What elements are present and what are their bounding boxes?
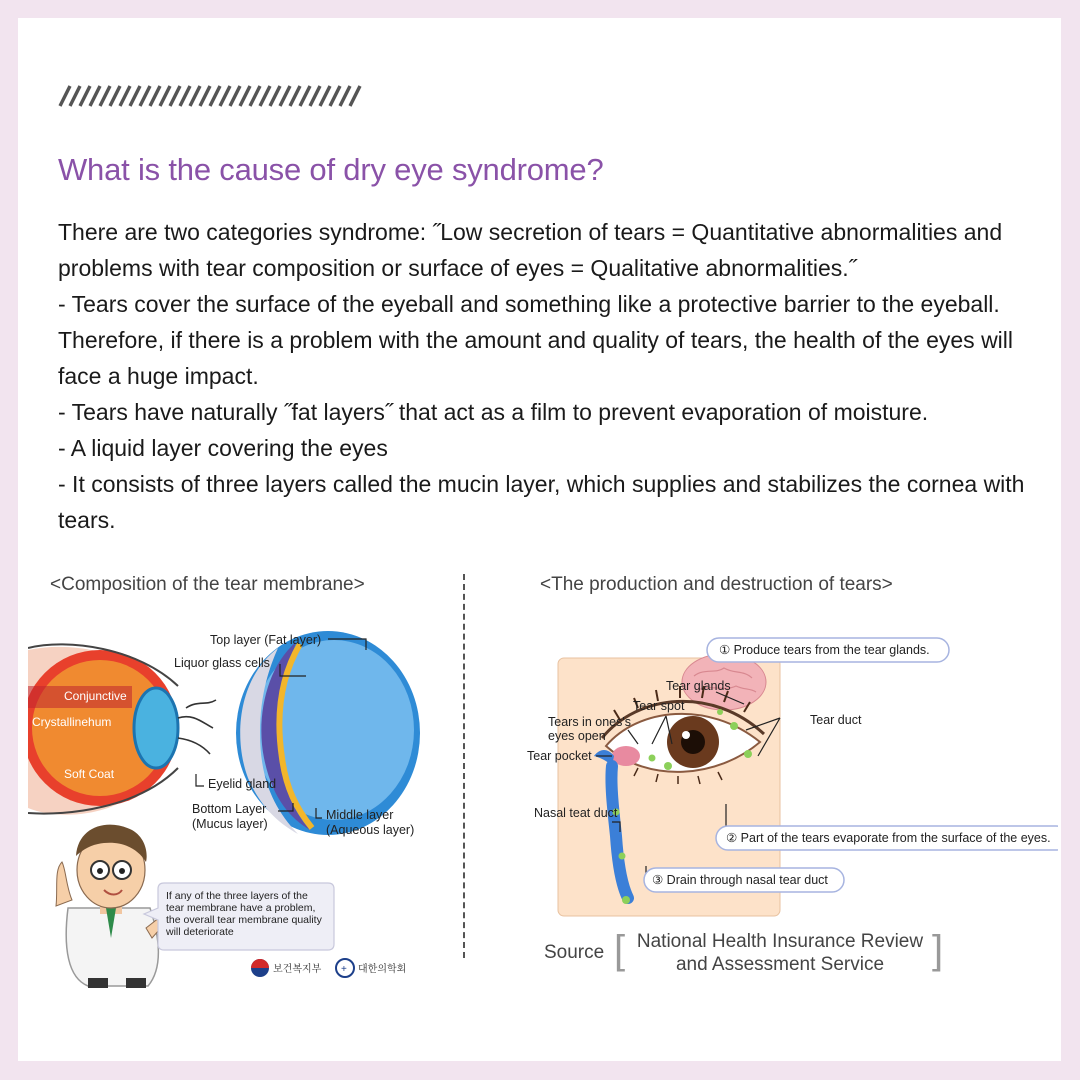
label-crystalline: Crystallinehum xyxy=(32,715,112,729)
page-title: What is the cause of dry eye syndrome? xyxy=(58,152,604,187)
label-eyelid-gland: Eyelid gland xyxy=(208,777,277,791)
label-liquor-glass: Liquor glass cells xyxy=(174,656,270,670)
doctor-character xyxy=(56,825,168,988)
right-bracket: ] xyxy=(932,928,944,972)
speech-line-2: tear membrane have a problem, xyxy=(166,902,316,914)
ministry-logo xyxy=(251,959,322,977)
source-org-line-2: and Assessment Service xyxy=(675,954,885,975)
label-soft-coat: Soft Coat xyxy=(64,767,115,781)
paragraph-protective: - Tears cover the surface of the eyeball and something like a protective barrier to the eyeball. Therefore, if there is a problem with the amount and quality of tears, the health of the eyes will face a huge impact. xyxy=(58,291,1014,389)
label-bottom-layer: Bottom Layer xyxy=(192,802,267,816)
decorative-stripes xyxy=(58,84,368,108)
step-3-text: ③ Drain through nasal tear duct xyxy=(652,873,828,887)
source-organization xyxy=(628,930,932,976)
paragraph-fat-layers: - Tears have naturally ˝fat layers˝ that act as a film to prevent evaporation of moisture. xyxy=(58,399,929,425)
tear-membrane-diagram xyxy=(28,608,448,998)
speech-bubble xyxy=(144,883,334,950)
speech-line-4: will deteriorate xyxy=(166,926,234,938)
label-aqueous-layer: (Aqueous layer) xyxy=(326,823,415,837)
label-tear-pocket: Tear pocket xyxy=(527,749,592,763)
tear-production-diagram xyxy=(498,616,1058,926)
label-tears-open-1: Tears in ones's xyxy=(548,715,631,729)
step-2-callout xyxy=(716,826,1058,850)
step-3-callout xyxy=(644,868,844,892)
left-figure-caption: <Composition of the tear membrane> xyxy=(50,574,365,595)
label-mucus-layer: (Mucus layer) xyxy=(192,817,268,831)
body-text xyxy=(58,214,1048,538)
association-logo-text: 대한의학회 xyxy=(358,964,407,975)
ministry-logo-text: 보건복지부 xyxy=(273,964,322,975)
association-logo xyxy=(336,959,406,977)
paragraph-mucin-layer: - It consists of three layers called the mucin layer, which supplies and stabilizes the cornea with tears. xyxy=(58,471,1025,533)
source-org-line-1: National Health Insurance Review xyxy=(636,931,924,952)
label-tear-glands: Tear glands xyxy=(666,679,731,693)
source-label: Source xyxy=(544,942,605,963)
content-card xyxy=(18,18,1061,1061)
label-middle-layer: Middle layer xyxy=(326,808,394,822)
right-figure-caption: <The production and destruction of tears> xyxy=(540,574,893,595)
speech-line-1: If any of the three layers of the xyxy=(166,890,308,902)
label-nasal-duct: Nasal teat duct xyxy=(534,806,618,820)
label-tears-open-2: eyes open xyxy=(548,729,606,743)
svg-text:+: + xyxy=(341,964,347,975)
source-credit xyxy=(544,930,964,978)
step-1-text: ① Produce tears from the tear glands. xyxy=(719,643,930,657)
step-1-callout xyxy=(707,638,949,662)
label-conjunctive: Conjunctive xyxy=(64,689,127,703)
left-bracket: [ xyxy=(614,928,626,972)
label-tear-duct: Tear duct xyxy=(810,713,862,727)
paragraph-liquid-layer: - A liquid layer covering the eyes xyxy=(58,435,388,461)
figure-divider xyxy=(463,574,465,958)
paragraph-intro: There are two categories syndrome: ˝Low secretion of tears = Quantitative abnormalities and problems with tear composition or surface of eyes = Qualitative abnormalities.˝ xyxy=(58,219,1003,281)
step-2-text: ② Part of the tears evaporate from the surface of the eyes. xyxy=(726,831,1051,845)
label-tear-spot: Tear spot xyxy=(633,699,685,713)
speech-line-3: the overall tear membrane quality xyxy=(166,914,322,926)
label-top-layer: Top layer (Fat layer) xyxy=(210,633,322,647)
